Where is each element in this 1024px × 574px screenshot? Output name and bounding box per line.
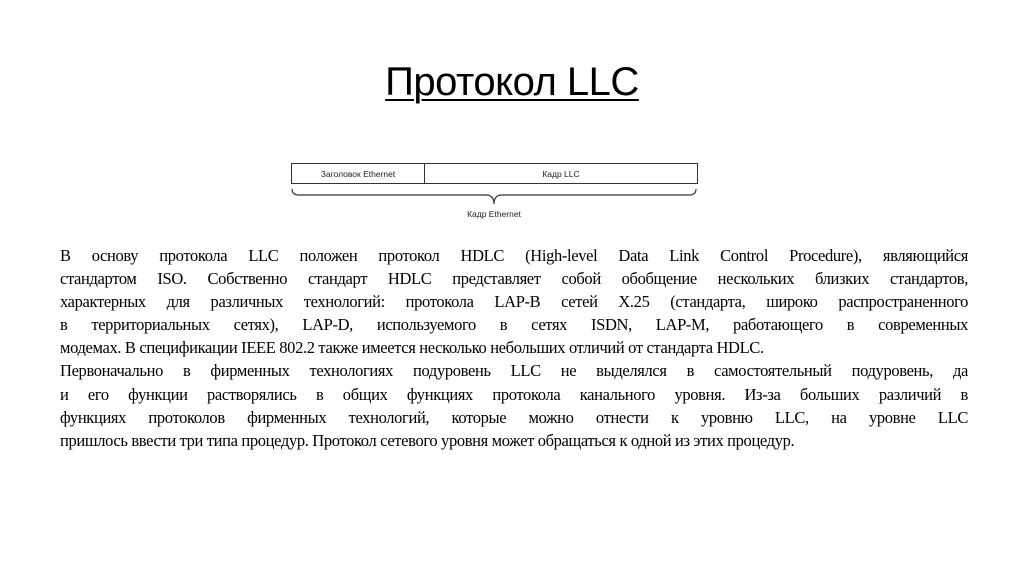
text-line: функциях протоколов фирменных технологий, которые можно отнести к уровню LLC, на уровне LLC xyxy=(60,407,968,427)
ethernet-frame-label: Кадр Ethernet xyxy=(467,209,521,219)
llc-frame-cell: Кадр LLC xyxy=(542,168,580,179)
brace-icon xyxy=(291,188,697,206)
text-line: и его функции растворялись в общих функциях протокола канального уровня. Из-за больших различий в xyxy=(60,384,968,404)
text-line: стандартом ISO. Собственно стандарт HDLC представляет собой обобщение нескольких близких стандартов, xyxy=(60,269,968,289)
ethernet-header-cell: Заголовок Ethernet xyxy=(292,164,425,183)
slide-title: Протокол LLC xyxy=(385,60,639,104)
text-line: В основу протокола LLC положен протокол HDLC (High-level Data Link Control Procedure), являющийся xyxy=(60,246,968,265)
text-line: модемах. В спецификации IEEE 802.2 также имеется несколько небольших отличий от стандарта HDLC. xyxy=(60,338,764,358)
text-line: Первоначально в фирменных технологиях подуровень LLC не выделялся в самостоятельный подуровень, да xyxy=(60,361,968,381)
ethernet-frame-diagram xyxy=(288,158,700,228)
text-line: пришлось ввести три типа процедур. Протокол сетевого уровня может обращаться к одной из этих процедур. xyxy=(60,430,795,450)
text-line: характерных для различных технологий: протокола LAP-B сетей X.25 (стандарта, широко распространенного xyxy=(60,292,968,312)
text-line: в территориальных сетях), LAP-D, используемого в сетях ISDN, LAP-M, работающего в современных xyxy=(60,315,968,335)
body-text xyxy=(60,244,968,452)
frame-box xyxy=(291,163,698,184)
